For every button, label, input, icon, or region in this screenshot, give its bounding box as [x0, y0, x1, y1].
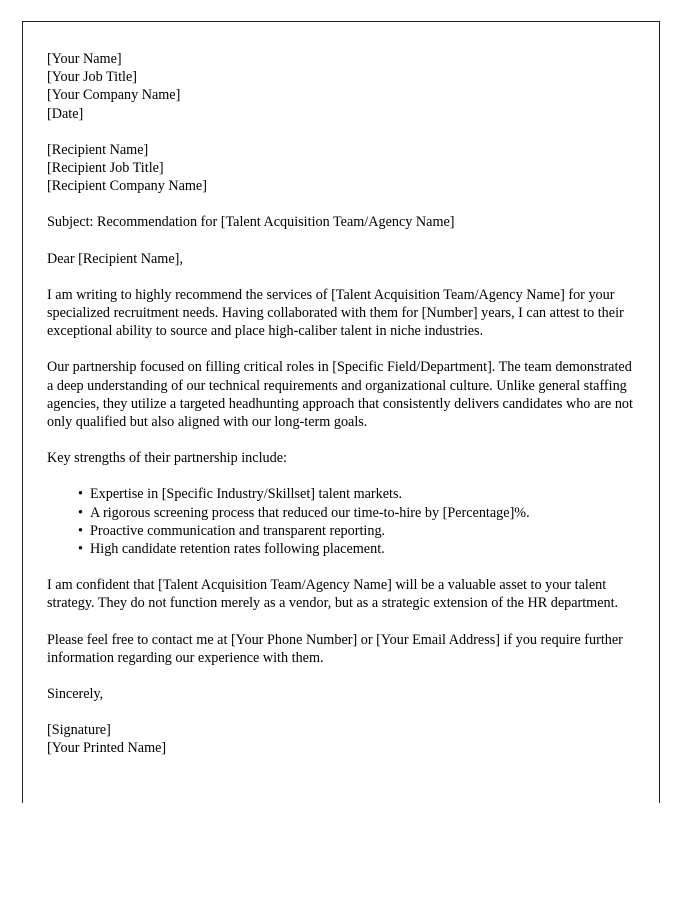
paragraph-strengths-lead-in: Key strengths of their partnership include:	[47, 450, 287, 467]
strengths-list	[47, 485, 635, 558]
list-item	[78, 540, 635, 558]
paragraph-partnership: Our partnership focused on filling critical roles in [Specific Field/Department]. The team demonstrated a deep understanding of our technical requirements and organizational culture. Unlike general staffing agencies, they utilize a targeted headhunting approach that consistently delivers candidates who are not only qualified but also aligned with our long-term goals.	[47, 359, 633, 431]
sender-company-name: [Your Company Name]	[47, 87, 181, 104]
printed-name: [Your Printed Name]	[47, 740, 167, 757]
bullet-icon: •	[78, 541, 83, 558]
paragraph-contact: Please feel free to contact me at [Your Phone Number] or [Your Email Address] if you require further information regarding our experience with them.	[47, 631, 623, 666]
sender-job-title: [Your Job Title]	[47, 69, 138, 86]
signature-block	[47, 721, 635, 757]
list-item	[78, 522, 635, 540]
list-item-label: Expertise in [Specific Industry/Skillset] talent markets.	[90, 486, 403, 503]
list-item	[78, 485, 635, 503]
list-item-label: Proactive communication and transparent reporting.	[90, 522, 386, 539]
bullet-icon: •	[78, 522, 83, 539]
subject-line: Subject: Recommendation for [Talent Acquisition Team/Agency Name]	[47, 214, 455, 231]
letter-content	[47, 50, 635, 758]
valediction: Sincerely,	[47, 686, 104, 703]
bullet-icon: •	[78, 504, 83, 521]
list-item-label: A rigorous screening process that reduced our time-to-hire by [Percentage]%.	[90, 504, 530, 521]
sender-address-block	[47, 50, 635, 123]
list-item-label: High candidate retention rates following placement.	[90, 541, 385, 558]
recipient-job-title: [Recipient Job Title]	[47, 160, 164, 177]
paragraph-intro: I am writing to highly recommend the services of [Talent Acquisition Team/Agency Name] for your specialized recruitment needs. Having collaborated with them for [Number] years, I can attest to their exceptional ability to source and place high-caliber talent in niche industries.	[47, 286, 624, 340]
recipient-address-block	[47, 141, 635, 196]
letter-date: [Date]	[47, 105, 84, 122]
paragraph-confidence: I am confident that [Talent Acquisition Team/Agency Name] will be a valuable asset to your talent strategy. They do not function merely as a vendor, but as a strategic extension of the HR department.	[47, 577, 619, 612]
salutation: Dear [Recipient Name],	[47, 250, 183, 267]
signature-placeholder: [Signature]	[47, 722, 111, 739]
recipient-company-name: [Recipient Company Name]	[47, 178, 207, 195]
recipient-name: [Recipient Name]	[47, 141, 149, 158]
sender-name: [Your Name]	[47, 51, 122, 67]
list-item	[78, 504, 635, 522]
letter-page-frame	[22, 21, 660, 803]
bullet-icon: •	[78, 486, 83, 503]
